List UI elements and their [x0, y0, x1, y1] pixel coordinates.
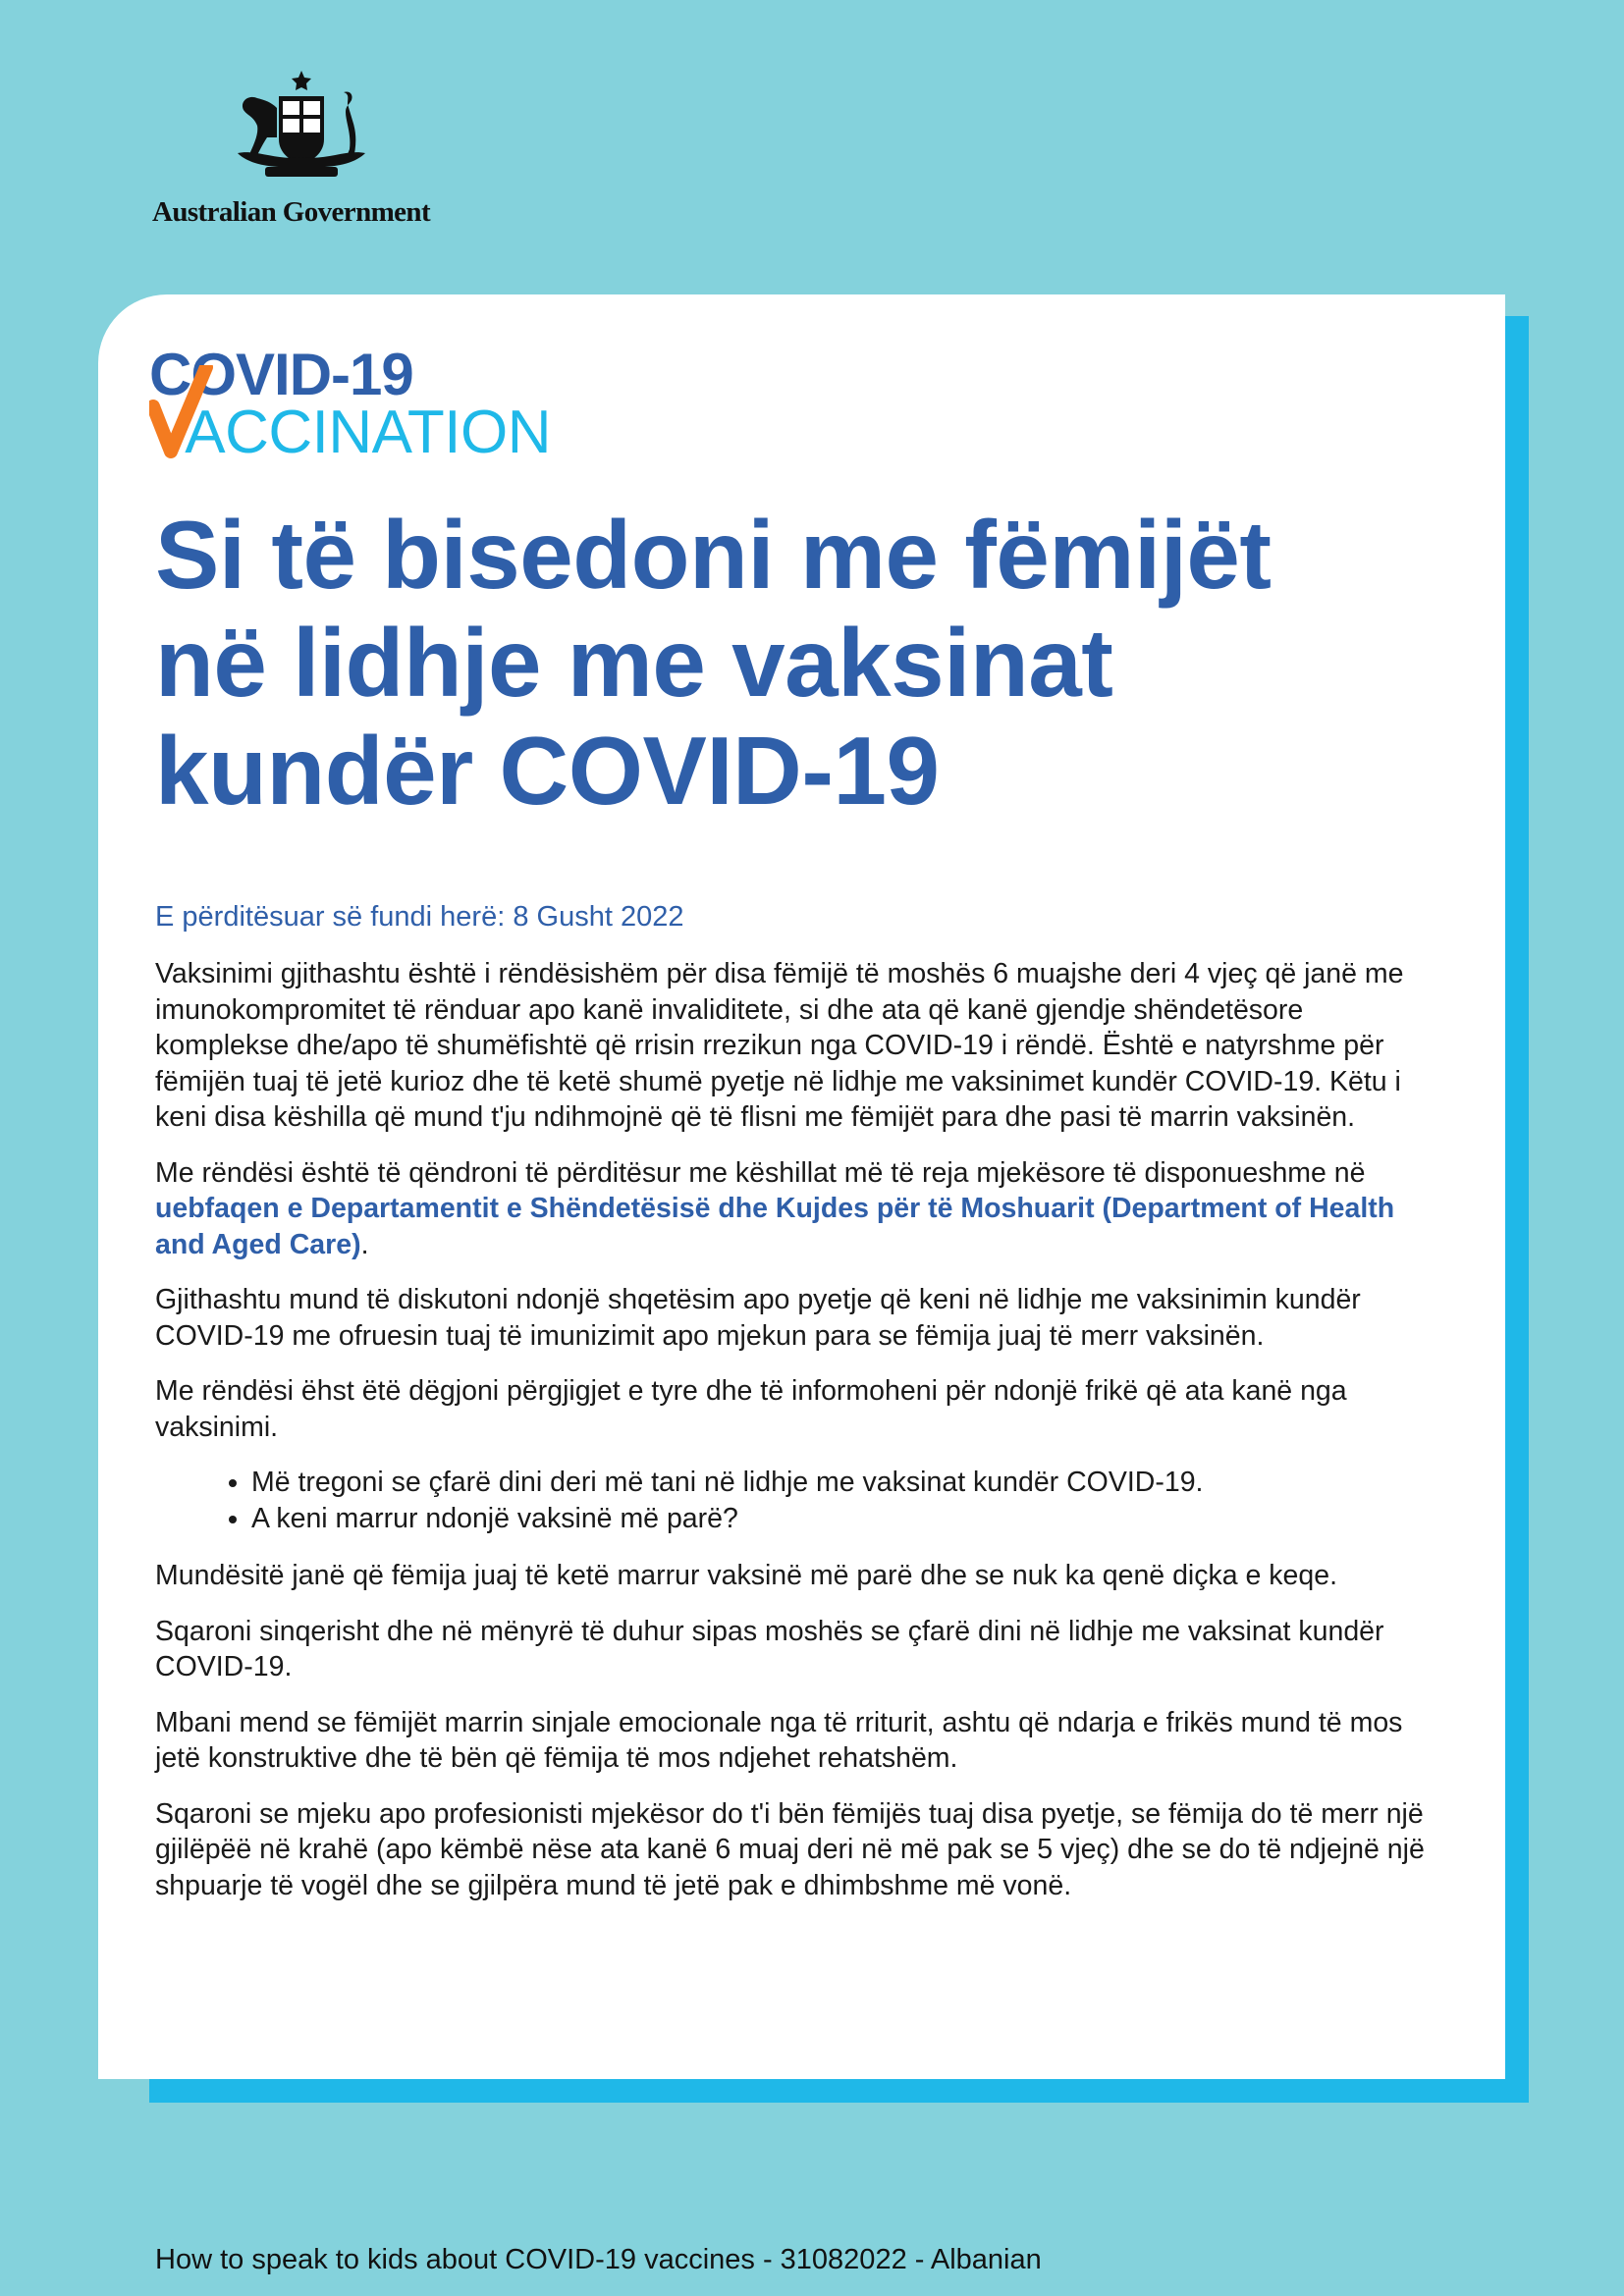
footer-text: How to speak to kids about COVID-19 vaccines - 31082022 - Albanian: [155, 2244, 1042, 2275]
body-content: [155, 956, 1432, 1923]
page-title: [155, 501, 1432, 825]
paragraph-2-pre: Me rëndësi është të qëndroni të përditësur me këshillat më të reja mjekësore të disponueshme në: [155, 1156, 1366, 1189]
question-list: [155, 1465, 1432, 1536]
checkmark-icon: [149, 365, 218, 463]
title-line3: kundër COVID-19: [155, 717, 940, 825]
australian-coat-of-arms-icon: [218, 69, 385, 187]
list-item: • Më tregoni se çfarë dini deri më tani në lidhje me vaksinat kundër COVID-19.: [251, 1465, 1432, 1501]
paragraph-6: Sqaroni sinqerisht dhe në mënyrë të duhur sipas moshës se çfarë dini në lidhje me vaksinat kundër COVID-19.: [155, 1615, 1384, 1682]
list-item: • A keni marrur ndonjë vaksinë më parë?: [251, 1501, 1432, 1537]
logo-line2-rest: ACCINATION: [185, 399, 552, 466]
paragraph-1: Vaksinimi gjithashtu është i rëndësishëm për disa fëmijë të moshës 6 muajshe deri 4 vjeç që janë me imunokompromitet të rënduar apo kanë invaliditete, si dhe ata që kanë gjendje shëndetësore komplekse dhe/apo të shumëfishtë që rrisin rrezikun nga COVID-19 i rëndë. Është e natyrshme për fëmijën tuaj të jetë kurioz dhe të ketë shumë pyetje në lidhje me vaksinimet kundër COVID-19. Këtu i keni disa këshilla që mund t'ju ndihmojnë që të flisni me fëmijët para dhe pasi të marrin vaksinën.: [155, 958, 1404, 1133]
paragraph-2-post: .: [360, 1228, 369, 1260]
logo-line1: COVID-19: [149, 342, 413, 407]
title-line1: Si të bisedoni me fëmijët: [155, 501, 1272, 609]
last-updated: E përditësuar së fundi herë: 8 Gusht 2022: [155, 901, 684, 933]
government-name: Australian Government: [152, 196, 431, 228]
paragraph-8: Sqaroni se mjeku apo profesionisti mjekësor do t'i bën fëmijës tuaj disa pyetje, se fëmija do të merr një gjilëpëë në krahë (apo këmbë nëse ata kanë 6 muaj deri në më pak se 5 vjeç) dhe se do të ndjejnë një shpuarje të vogël dhe se gjilpëra mund të jetë pak e dhimbshme më vonë.: [155, 1797, 1425, 1901]
title-line2: në lidhje me vaksinat: [155, 609, 1113, 717]
paragraph-4: Me rëndësi ëhst ëtë dëgjoni përgjigjet e tyre dhe të informoheni për ndonjë frikë që ata kanë nga vaksinimi.: [155, 1375, 1347, 1443]
paragraph-7: Mbani mend se fëmijët marrin sinjale emocionale nga të rriturit, ashtu që ndarja e frikës mund të mos jetë konstruktive dhe të bën që fëmija të mos ndjehet rehatshëm.: [155, 1706, 1403, 1774]
paragraph-2: [155, 1155, 1432, 1263]
department-link[interactable]: uebfaqen e Departamentit e Shëndetësisë dhe Kujdes për të Moshuarit (Department of Health and Aged Care): [155, 1193, 1395, 1260]
covid-vaccination-logo: [149, 342, 601, 473]
paragraph-5: Mundësitë janë që fëmija juaj të ketë marrur vaksinë më parë dhe se nuk ka qenë diçka e keqe.: [155, 1560, 1338, 1591]
paragraph-3: Gjithashtu mund të diskutoni ndonjë shqetësim apo pyetje që keni në lidhje me vaksinimin kundër COVID-19 me ofruesin tuaj të imunizimit apo mjekun para se fëmija juaj të merr vaksinën.: [155, 1284, 1361, 1352]
government-logo: [147, 69, 461, 236]
